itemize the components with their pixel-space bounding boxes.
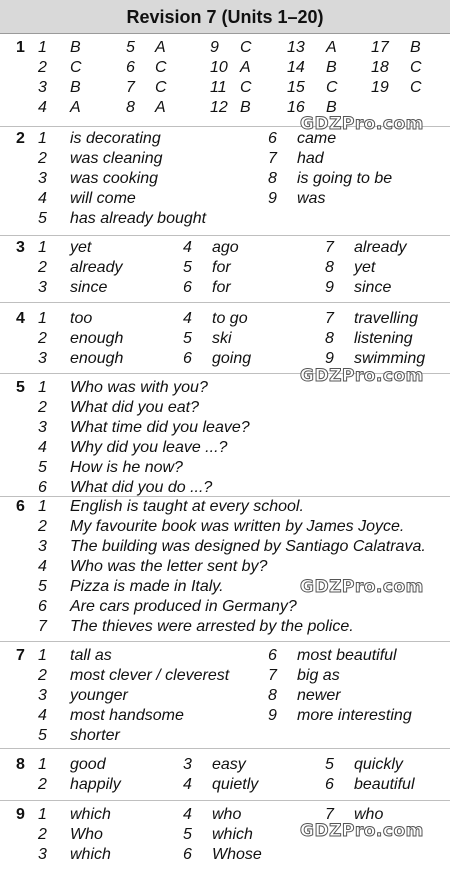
item-number: 3	[38, 350, 47, 367]
answer-text: which	[70, 806, 111, 823]
section-number: 6	[16, 498, 25, 515]
answer-text: for	[212, 259, 231, 276]
answer-text: newer	[297, 687, 341, 704]
item-number: 7	[325, 239, 334, 256]
item-number: 8	[268, 170, 277, 187]
answer-text: younger	[70, 687, 128, 704]
answer-text: A	[155, 39, 166, 56]
answer-text: C	[70, 59, 82, 76]
item-number: 11	[210, 79, 227, 96]
item-number: 1	[38, 647, 47, 664]
item-number: 1	[38, 239, 47, 256]
answer-text: Who	[70, 826, 103, 843]
item-number: 4	[38, 707, 47, 724]
section-number: 7	[16, 647, 25, 664]
item-number: 3	[38, 846, 47, 863]
item-number: 12	[210, 99, 228, 116]
section-divider	[0, 748, 450, 749]
item-number: 6	[325, 776, 334, 793]
item-number: 17	[371, 39, 389, 56]
item-number: 9	[268, 707, 277, 724]
answer-text: How is he now?	[70, 459, 183, 476]
answer-text: B	[70, 79, 81, 96]
item-number: 19	[371, 79, 389, 96]
answer-text: which	[70, 846, 111, 863]
answer-text: more interesting	[297, 707, 412, 724]
answer-text: C	[410, 59, 422, 76]
answer-text: Whose	[212, 846, 262, 863]
answer-text: B	[410, 39, 421, 56]
item-number: 2	[38, 259, 47, 276]
watermark-logo: GDZPro.com	[300, 821, 424, 841]
answer-text: The building was designed by Santiago Calatrava.	[70, 538, 426, 555]
answer-text: big as	[297, 667, 340, 684]
item-number: 4	[183, 806, 192, 823]
item-number: 6	[38, 598, 47, 615]
item-number: 13	[287, 39, 305, 56]
item-number: 9	[325, 350, 334, 367]
answer-text: A	[240, 59, 251, 76]
answer-text: is going to be	[297, 170, 393, 187]
item-number: 7	[268, 150, 277, 167]
answer-text: Pizza is made in Italy.	[70, 578, 224, 595]
answer-text: most handsome	[70, 707, 184, 724]
item-number: 9	[325, 279, 334, 296]
item-number: 5	[38, 459, 47, 476]
section-number: 2	[16, 130, 25, 147]
answer-text: B	[326, 59, 337, 76]
item-number: 5	[325, 756, 334, 773]
item-number: 5	[38, 727, 47, 744]
item-number: 7	[268, 667, 277, 684]
item-number: 4	[183, 239, 192, 256]
answer-text: good	[70, 756, 106, 773]
item-number: 6	[38, 479, 47, 496]
item-number: 5	[183, 259, 192, 276]
section-divider	[0, 302, 450, 303]
answer-text: A	[155, 99, 166, 116]
answer-text: shorter	[70, 727, 120, 744]
section-divider	[0, 641, 450, 642]
item-number: 5	[183, 826, 192, 843]
item-number: 5	[126, 39, 135, 56]
item-number: 2	[38, 776, 47, 793]
item-number: 6	[183, 846, 192, 863]
item-number: 1	[38, 310, 47, 327]
answer-text: Why did you leave ...?	[70, 439, 228, 456]
answer-text: was cleaning	[70, 150, 163, 167]
item-number: 9	[268, 190, 277, 207]
watermark-logo: GDZPro.com	[300, 577, 424, 597]
item-number: 8	[325, 259, 334, 276]
item-number: 4	[38, 558, 47, 575]
section-number: 9	[16, 806, 25, 823]
answer-text: too	[70, 310, 93, 327]
answer-text: easy	[212, 756, 246, 773]
page-title: Revision 7 (Units 1–20)	[126, 7, 324, 27]
answer-text: is decorating	[70, 130, 161, 147]
item-number: 7	[325, 310, 334, 327]
item-number: 6	[126, 59, 135, 76]
answer-text: quietly	[212, 776, 259, 793]
item-number: 3	[38, 170, 47, 187]
answer-text: has already bought	[70, 210, 207, 227]
answer-text: who	[212, 806, 242, 823]
item-number: 1	[38, 756, 47, 773]
item-number: 3	[183, 756, 192, 773]
answer-text: was cooking	[70, 170, 159, 187]
answer-text: yet	[354, 259, 376, 276]
item-number: 1	[38, 130, 47, 147]
item-number: 8	[126, 99, 135, 116]
item-number: 18	[371, 59, 389, 76]
item-number: 4	[38, 190, 47, 207]
item-number: 16	[287, 99, 305, 116]
item-number: 2	[38, 59, 47, 76]
answer-text: quickly	[354, 756, 403, 773]
answer-text: My favourite book was written by James Joyce.	[70, 518, 405, 535]
answer-text: C	[410, 79, 422, 96]
answer-text: who	[354, 806, 384, 823]
section-number: 1	[16, 39, 25, 56]
answer-text: enough	[70, 350, 124, 367]
answer-text: tall as	[70, 647, 112, 664]
item-number: 6	[268, 130, 277, 147]
section-divider	[0, 800, 450, 801]
answer-text: B	[326, 99, 337, 116]
answer-text: Who was with you?	[70, 379, 208, 396]
answer-text: yet	[70, 239, 92, 256]
item-number: 7	[325, 806, 334, 823]
watermark-logo: GDZPro.com	[300, 114, 424, 134]
item-number: 5	[183, 330, 192, 347]
item-number: 2	[38, 399, 47, 416]
item-number: 1	[38, 806, 47, 823]
answer-text: most clever / cleverest	[70, 667, 230, 684]
answer-text: What did you eat?	[70, 399, 199, 416]
answer-text: A	[326, 39, 337, 56]
answer-text: happily	[70, 776, 121, 793]
answer-text: was	[297, 190, 326, 207]
answer-text: B	[240, 99, 251, 116]
item-number: 15	[287, 79, 305, 96]
answer-text: going	[212, 350, 252, 367]
answer-text: will come	[70, 190, 136, 207]
item-number: 2	[38, 150, 47, 167]
answer-text: C	[240, 39, 252, 56]
item-number: 3	[38, 538, 47, 555]
item-number: 6	[268, 647, 277, 664]
item-number: 14	[287, 59, 305, 76]
answer-text: C	[326, 79, 338, 96]
section-number: 4	[16, 310, 25, 327]
item-number: 2	[38, 826, 47, 843]
answer-text: C	[155, 79, 167, 96]
answer-text: English is taught at every school.	[70, 498, 304, 515]
item-number: 5	[38, 210, 47, 227]
item-number: 7	[38, 618, 47, 635]
answer-text: B	[70, 39, 81, 56]
answer-text: travelling	[354, 310, 419, 327]
answer-text: The thieves were arrested by the police.	[70, 618, 354, 635]
page-header	[0, 0, 450, 34]
item-number: 8	[268, 687, 277, 704]
answer-text: Are cars produced in Germany?	[70, 598, 297, 615]
answer-text: ago	[212, 239, 239, 256]
item-number: 5	[38, 578, 47, 595]
item-number: 9	[210, 39, 219, 56]
item-number: 4	[38, 99, 47, 116]
answer-text: already	[354, 239, 407, 256]
answer-text: ski	[212, 330, 232, 347]
answer-text: beautiful	[354, 776, 415, 793]
answer-text: most beautiful	[297, 647, 397, 664]
item-number: 10	[210, 59, 228, 76]
answer-text: swimming	[354, 350, 426, 367]
item-number: 2	[38, 667, 47, 684]
section-number: 3	[16, 239, 25, 256]
item-number: 6	[183, 350, 192, 367]
answer-text: What time did you leave?	[70, 419, 250, 436]
section-divider	[0, 235, 450, 236]
item-number: 3	[38, 687, 47, 704]
section-number: 5	[16, 379, 25, 396]
item-number: 8	[325, 330, 334, 347]
item-number: 1	[38, 39, 47, 56]
answer-text: for	[212, 279, 231, 296]
answer-text: already	[70, 259, 123, 276]
answer-text: listening	[354, 330, 413, 347]
section-number: 8	[16, 756, 25, 773]
item-number: 4	[38, 439, 47, 456]
answer-text: What did you do ...?	[70, 479, 213, 496]
item-number: 7	[126, 79, 135, 96]
item-number: 1	[38, 379, 47, 396]
answer-text: enough	[70, 330, 124, 347]
answer-text: had	[297, 150, 324, 167]
answer-text: came	[297, 130, 337, 147]
item-number: 4	[183, 776, 192, 793]
answer-text: since	[354, 279, 392, 296]
item-number: 2	[38, 330, 47, 347]
answer-text: Who was the letter sent by?	[70, 558, 268, 575]
answer-text: C	[155, 59, 167, 76]
watermark-logo: GDZPro.com	[300, 366, 424, 386]
answer-text: which	[212, 826, 253, 843]
answer-text: A	[70, 99, 81, 116]
item-number: 4	[183, 310, 192, 327]
item-number: 3	[38, 79, 47, 96]
item-number: 1	[38, 498, 47, 515]
item-number: 3	[38, 279, 47, 296]
item-number: 2	[38, 518, 47, 535]
answer-text: since	[70, 279, 108, 296]
answer-text: to go	[212, 310, 248, 327]
item-number: 3	[38, 419, 47, 436]
item-number: 6	[183, 279, 192, 296]
answer-text: C	[240, 79, 252, 96]
